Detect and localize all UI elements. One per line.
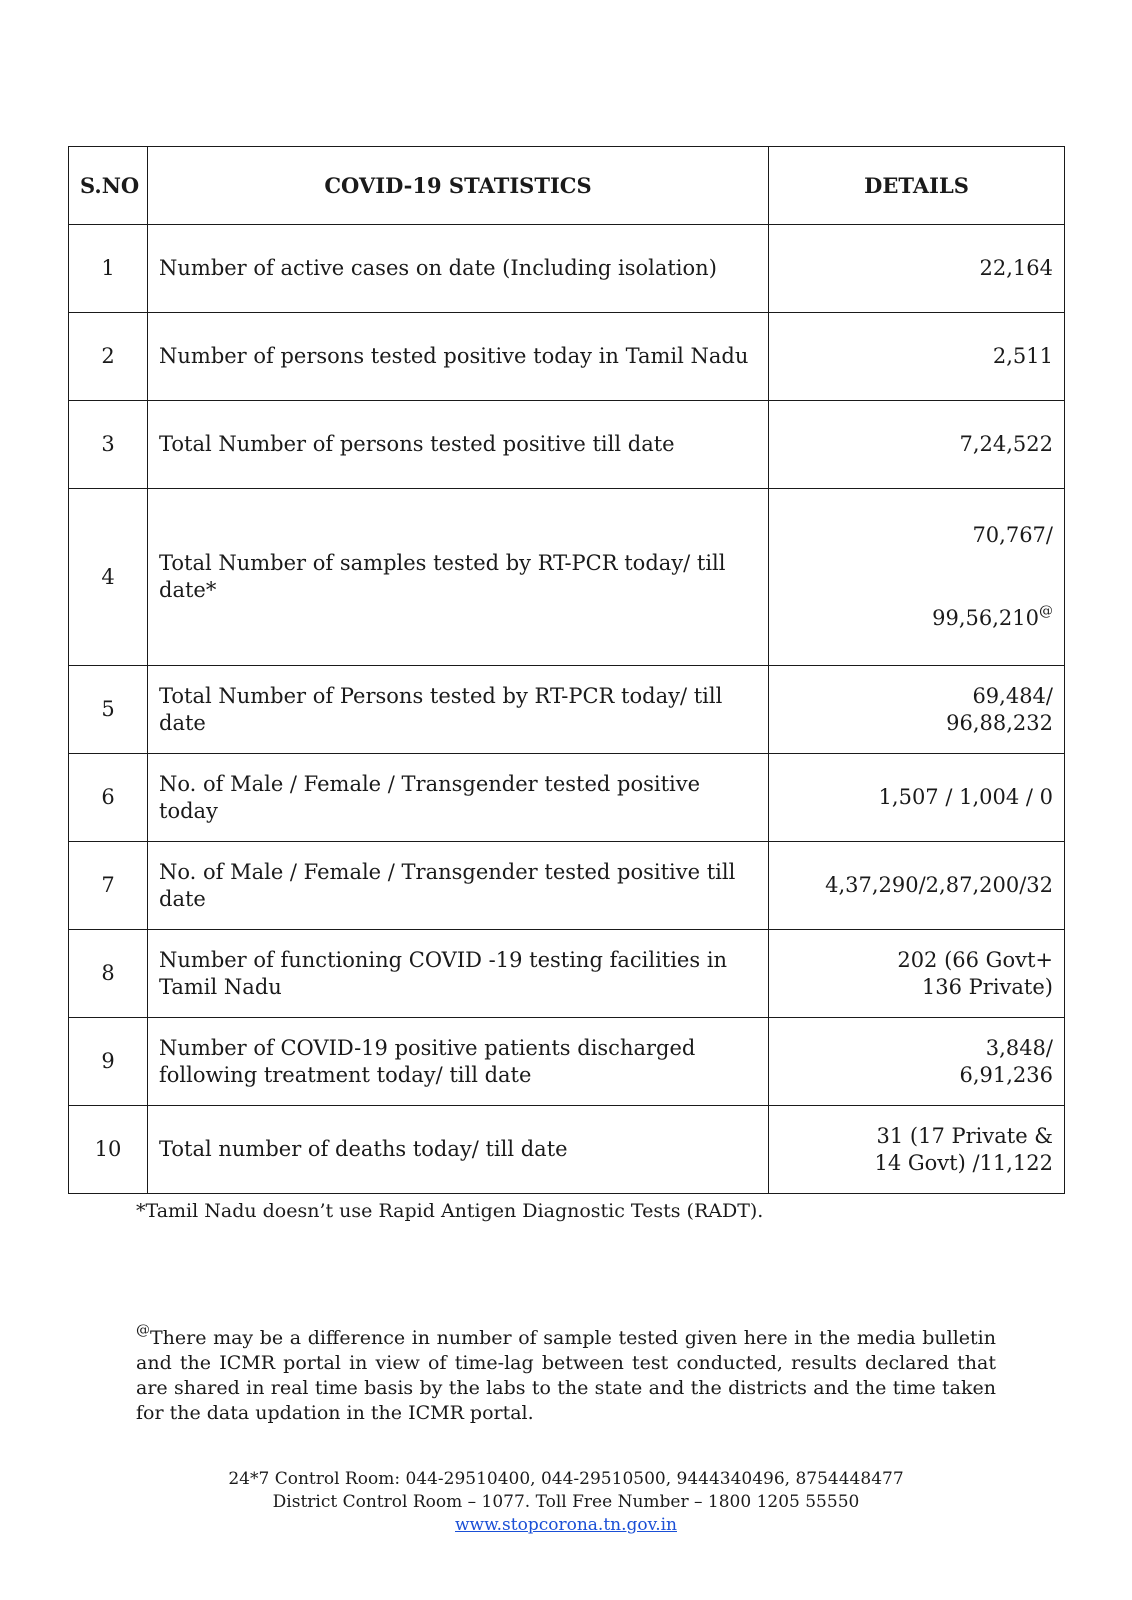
row-statistic: Number of persons tested positive today in Tamil Nadu — [148, 313, 769, 401]
stopcorona-link[interactable]: www.stopcorona.tn.gov.in — [455, 1515, 677, 1535]
contact-footer — [0, 1468, 1132, 1537]
header-sno: S.NO — [69, 147, 148, 225]
table-row — [69, 930, 1065, 1018]
row-statistic: Total number of deaths today/ till date — [148, 1106, 769, 1194]
row-statistic: Total Number of persons tested positive till date — [148, 401, 769, 489]
details-line-2: 96,88,232 — [946, 710, 1053, 735]
at-mark: @ — [1039, 603, 1053, 619]
row-details: 1,507 / 1,004 / 0 — [769, 754, 1065, 842]
table-row — [69, 1018, 1065, 1106]
row-statistic: Total Number of Persons tested by RT-PCR today/ till date — [148, 666, 769, 754]
row-sno: 9 — [69, 1018, 148, 1106]
row-details: 22,164 — [769, 225, 1065, 313]
row-sno: 2 — [69, 313, 148, 401]
row-sno: 10 — [69, 1106, 148, 1194]
table-row — [69, 1106, 1065, 1194]
table-row — [69, 489, 1065, 666]
row-details — [769, 666, 1065, 754]
at-mark: @ — [136, 1322, 150, 1338]
row-statistic: Number of active cases on date (Including isolation) — [148, 225, 769, 313]
row-details: 2,511 — [769, 313, 1065, 401]
details-line-1: 202 (66 Govt+ — [897, 947, 1053, 972]
row-sno: 5 — [69, 666, 148, 754]
row-details: 4,37,290/2,87,200/32 — [769, 842, 1065, 930]
sample-difference-note — [136, 1322, 996, 1426]
details-line-1: 69,484/ — [972, 683, 1053, 708]
row-details — [769, 1018, 1065, 1106]
details-line-1: 3,848/ — [985, 1035, 1053, 1060]
row-statistic: Number of functioning COVID -19 testing facilities in Tamil Nadu — [148, 930, 769, 1018]
table-row — [69, 754, 1065, 842]
row-statistic: Number of COVID-19 positive patients discharged following treatment today/ till date — [148, 1018, 769, 1106]
row-sno: 3 — [69, 401, 148, 489]
district-control-room: District Control Room – 1077. Toll Free Number – 1800 1205 55550 — [272, 1492, 860, 1512]
row-details — [769, 1106, 1065, 1194]
covid-statistics-table — [68, 146, 1065, 1194]
header-details: DETAILS — [769, 147, 1065, 225]
row-sno: 1 — [69, 225, 148, 313]
table-row — [69, 666, 1065, 754]
table-row — [69, 313, 1065, 401]
row-sno: 4 — [69, 489, 148, 666]
details-line-2: 14 Govt) /11,122 — [874, 1150, 1053, 1175]
row-sno: 8 — [69, 930, 148, 1018]
row-details — [769, 489, 1065, 666]
details-till-date: 99,56,210@ — [932, 603, 1053, 630]
table-header-row — [69, 147, 1065, 225]
row-details — [769, 930, 1065, 1018]
table-row — [69, 401, 1065, 489]
details-today: 70,767/ — [972, 523, 1053, 547]
header-statistics: COVID-19 STATISTICS — [148, 147, 769, 225]
control-room-numbers: 24*7 Control Room: 044-29510400, 044-29510500, 9444340496, 8754448477 — [228, 1469, 904, 1489]
row-sno: 7 — [69, 842, 148, 930]
table-row — [69, 225, 1065, 313]
row-details: 7,24,522 — [769, 401, 1065, 489]
details-line-2: 6,91,236 — [959, 1062, 1053, 1087]
details-line-2: 136 Private) — [921, 974, 1053, 999]
radt-footnote: *Tamil Nadu doesn’t use Rapid Antigen Diagnostic Tests (RADT). — [136, 1200, 764, 1222]
row-statistic: Total Number of samples tested by RT-PCR today/ till date* — [148, 489, 769, 666]
row-statistic: No. of Male / Female / Transgender tested positive till date — [148, 842, 769, 930]
table-row — [69, 842, 1065, 930]
note-text: There may be a difference in number of sample tested given here in the media bulletin and the ICMR portal in view of time-lag between test conducted, results declared that are shared in real time basis by the labs to the state and the districts and the time taken for the data updation in the ICMR portal. — [136, 1327, 996, 1424]
row-sno: 6 — [69, 754, 148, 842]
row-statistic: No. of Male / Female / Transgender tested positive today — [148, 754, 769, 842]
details-line-1: 31 (17 Private & — [876, 1123, 1053, 1148]
